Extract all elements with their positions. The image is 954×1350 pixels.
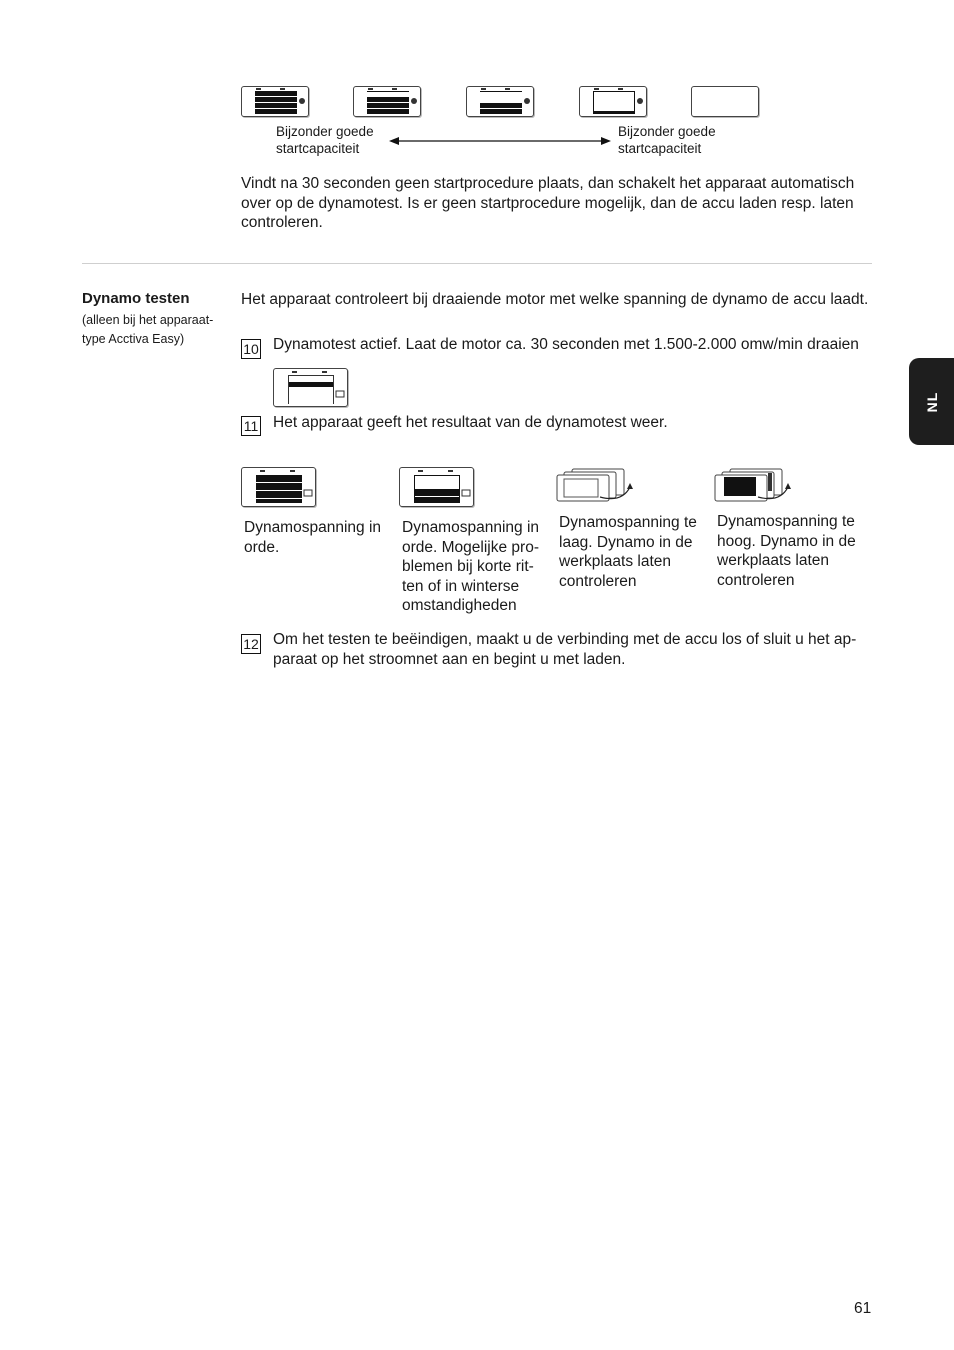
step-number: 12	[241, 634, 261, 654]
battery-display-level-3	[353, 86, 421, 117]
battery-icon	[467, 87, 533, 116]
dynamotest-active-display	[273, 368, 348, 407]
result-text-high: Dynamospanning te hoog. Dynamo in de werkplaats laten controleren	[717, 513, 856, 589]
step-text: Dynamotest actief. Laat de motor ca. 30 seconden met 1.500-2.000 omw/min draaien	[273, 336, 859, 353]
result-display-ok-short-trips	[399, 467, 474, 507]
battery-icon	[242, 468, 315, 506]
battery-display-level-4	[241, 86, 309, 117]
page-number: 61	[854, 1300, 872, 1317]
result-display-low-blinking	[556, 467, 634, 503]
battery-display-empty	[691, 86, 759, 117]
right-caption: Bijzonder goede startcapaciteit	[618, 124, 716, 156]
battery-display-level-1	[579, 86, 647, 117]
step-number: 11	[241, 416, 261, 436]
result-text-low: Dynamospanning te laag. Dynamo in de werkplaats laten controleren	[559, 514, 697, 590]
intro-paragraph: Vindt na 30 seconden geen startprocedure plaats, dan schakelt het apparaat automatisch over op de dynamotest. Is er geen startprocedure mogelijk, dan de accu laden resp. laten controleren.	[241, 175, 855, 231]
result-text-ok: Dynamospanning in orde.	[244, 519, 382, 556]
step-text: Het apparaat geeft het resultaat van de dynamotest weer.	[273, 414, 668, 431]
battery-icon	[242, 87, 308, 116]
language-tab	[909, 358, 954, 445]
double-arrow-icon	[389, 136, 611, 146]
battery-icon	[580, 87, 646, 116]
battery-display-level-2	[466, 86, 534, 117]
result-display-ok	[241, 467, 316, 507]
section-divider	[82, 263, 872, 264]
language-tab-label: NL	[923, 391, 940, 412]
section-subheading: (alleen bij het apparaat- type Acctiva Easy)	[82, 313, 214, 346]
dynamo-intro: Het apparaat controleert bij draaiende motor met welke spanning de dynamo de accu laadt.	[241, 291, 869, 308]
result-display-high-blinking	[714, 467, 792, 503]
section-heading: Dynamo testen	[82, 290, 190, 307]
battery-icon	[400, 468, 473, 506]
step-text: Om het testen te beëindigen, maakt u de verbinding met de accu los of sluit u het ap- paraat op het stroomnet aan en begint u met laden.	[273, 631, 857, 668]
result-text-ok-short-trips: Dynamospanning in orde. Mogelijke pro- blemen bij korte rit- ten of in winterse omstandigheden	[402, 519, 540, 614]
battery-icon	[354, 87, 420, 116]
step-number: 10	[241, 339, 261, 359]
battery-icon	[274, 369, 347, 406]
left-caption: Bijzonder goede startcapaciteit	[276, 124, 374, 156]
